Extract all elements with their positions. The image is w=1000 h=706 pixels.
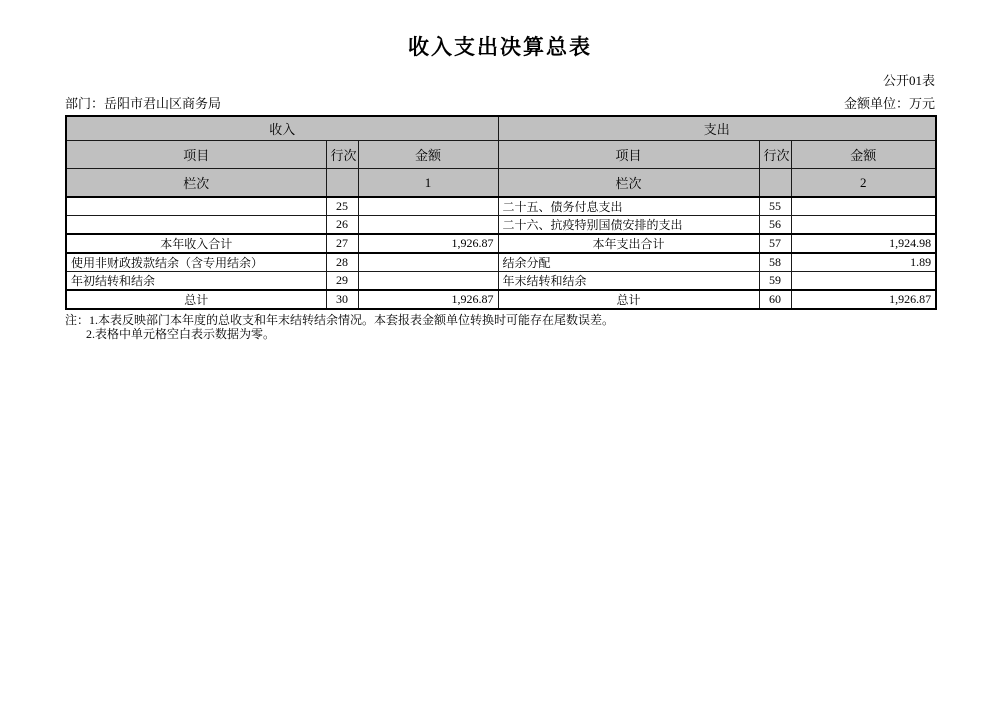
income-amount-cell [358,272,498,291]
budget-summary-table [65,115,937,310]
table-row-annual-total [66,234,936,253]
expenditure-rowno-cell: 58 [759,253,791,272]
expenditure-item-cell: 本年支出合计 [498,234,759,253]
income-section-header: 收入 [66,116,498,141]
column-header-row [66,141,936,169]
note-line-2: 2.表格中单元格空白表示数据为零。 [86,327,276,341]
expenditure-section-header: 支出 [498,116,936,141]
expenditure-amount-cell [791,272,936,291]
expenditure-item-cell: 总计 [498,290,759,309]
expenditure-item-column-header: 项目 [498,141,759,169]
table-row [66,197,936,216]
doc-code-label: 公开01表 [882,73,935,88]
department-label: 部门：岳阳市君山区商务局 [65,96,222,111]
expenditure-amount-column-header: 金额 [791,141,936,169]
table-row [66,253,936,272]
income-amount-cell: 1,926.87 [358,290,498,309]
income-index-rowno-cell [326,169,358,198]
income-rowno-cell: 30 [326,290,358,309]
expenditure-amount-cell [791,197,936,216]
income-rowno-cell: 26 [326,216,358,235]
expenditure-rowno-cell: 60 [759,290,791,309]
income-rowno-cell: 28 [326,253,358,272]
table-row [66,216,936,235]
note-line-1: 注：1.本表反映部门本年度的总收支和年末结转结余情况。本套报表金额单位转换时可能存在尾数误差。 [65,313,615,327]
income-amount-cell [358,197,498,216]
income-amount-cell [358,253,498,272]
income-rowno-cell: 27 [326,234,358,253]
expenditure-item-cell: 年末结转和结余 [498,272,759,291]
expenditure-amount-cell [791,216,936,235]
section-header-row [66,116,936,141]
income-item-cell [66,197,326,216]
expenditure-rowno-cell: 56 [759,216,791,235]
income-rowno-column-header: 行次 [326,141,358,169]
income-item-column-header: 项目 [66,141,326,169]
expenditure-rowno-cell: 57 [759,234,791,253]
table-row [66,272,936,291]
income-amount-cell: 1,926.87 [358,234,498,253]
income-item-cell [66,216,326,235]
expenditure-amount-cell: 1.89 [791,253,936,272]
unit-label: 金额单位：万元 [843,96,935,111]
income-item-cell: 本年收入合计 [66,234,326,253]
meta-row [65,93,935,112]
income-amount-column-header: 金额 [358,141,498,169]
income-item-cell: 使用非财政拨款结余（含专用结余） [66,253,326,272]
income-rowno-cell: 29 [326,272,358,291]
table-row-grand-total [66,290,936,309]
expenditure-item-cell: 二十六、抗疫特别国债安排的支出 [498,216,759,235]
income-index-label: 栏次 [66,169,326,198]
income-amount-cell [358,216,498,235]
income-rowno-cell: 25 [326,197,358,216]
income-index-value: 1 [358,169,498,198]
income-item-cell: 年初结转和结余 [66,272,326,291]
footnotes [65,313,935,341]
expenditure-rowno-cell: 59 [759,272,791,291]
income-item-cell: 总计 [66,290,326,309]
page-title: 收入支出决算总表 [408,35,592,59]
expenditure-rowno-column-header: 行次 [759,141,791,169]
expenditure-item-cell: 二十五、债务付息支出 [498,197,759,216]
column-index-row [66,169,936,198]
expenditure-index-label: 栏次 [498,169,759,198]
expenditure-rowno-cell: 55 [759,197,791,216]
expenditure-amount-cell: 1,926.87 [791,290,936,309]
expenditure-amount-cell: 1,924.98 [791,234,936,253]
expenditure-item-cell: 结余分配 [498,253,759,272]
expenditure-index-rowno-cell [759,169,791,198]
expenditure-index-value: 2 [791,169,936,198]
